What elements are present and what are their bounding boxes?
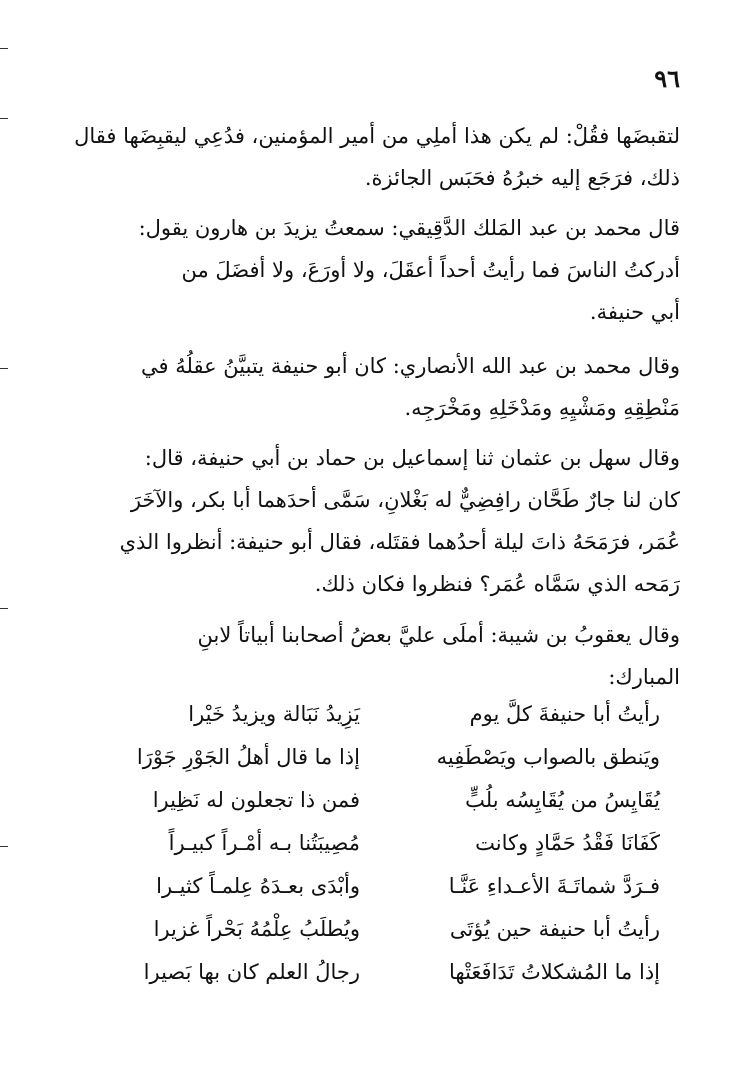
paragraph-2 (74, 207, 680, 333)
scan-margin-mark (0, 368, 8, 369)
poem-verse (100, 960, 660, 1003)
poem-verse (100, 702, 660, 745)
poem-verse (100, 788, 660, 831)
verse-second-hemistich: إذا ما قال أهلُ الجَوْرِ جَوْرَا (136, 745, 360, 769)
scan-margin-mark (0, 48, 8, 49)
verse-second-hemistich: مُصِيبَتُنا بـه أمْـراً كبيـراً (168, 831, 360, 855)
verse-first-hemistich: ويَنطق بالصواب ويَصْطَفِيه (436, 745, 660, 769)
text-line: ذلك، فرَجَع إليه خبرُهُ فحَبَس الجائزة. (364, 166, 680, 190)
text-line: كان لنا جارٌ طَحَّان رافِضِيٌّ له بَغْلانِ، سَمَّى أحدَهما أبا بكر، والآخَرَ (130, 488, 680, 512)
scan-margin-mark (0, 608, 8, 609)
poem-verse (100, 874, 660, 917)
text-line: عُمَر، فرَمَحَهُ ذاتَ ليلة أحدُهما فقتَله، فقال أبو حنيفة: أنظروا الذي (119, 530, 680, 554)
text-line: أبي حنيفة. (589, 300, 680, 324)
poem-verse (100, 745, 660, 788)
verse-first-hemistich: فـرَدَّ شماتَـةَ الأعـداءِ عَنَّـا (448, 874, 660, 898)
text-line: رَمَحه الذي سَمَّاه عُمَر؟ فنظروا فكان ذلك. (314, 572, 680, 596)
poem (100, 702, 660, 1003)
text-line: وقال سهل بن عثمان ثنا إسماعيل بن حماد بن أبي حنيفة، قال: (144, 446, 680, 470)
text-line: المبارك: (608, 665, 680, 689)
poem-verse (100, 917, 660, 960)
text-line: مَنْطِقِهِ ومَشْيِهِ ومَدْخَلِهِ ومَخْرَجِه. (404, 396, 680, 420)
verse-first-hemistich: يُقَايِسُ من يُقَايِسُه بلُبٍّ (465, 788, 660, 812)
paragraph-4 (74, 437, 680, 605)
text-line: وقال محمد بن عبد الله الأنصاري: كان أبو حنيفة يتبيَّنُ عقلُهُ في (141, 354, 680, 378)
verse-second-hemistich: وأبْدَى بعـدَهُ عِلمـاً كثيـرا (156, 874, 360, 898)
verse-second-hemistich: فمن ذا تجعلون له نَظِيرا (152, 788, 360, 812)
verse-second-hemistich: يَزِيدُ نَبَالة ويزيدُ خَيْرا (188, 702, 360, 726)
text-line: قال محمد بن عبد المَلك الدَّقِيقي: سمعتُ يزيدَ بن هارون يقول: (138, 216, 680, 240)
text-line: أدركتُ الناسَ فما رأيتُ أحداً أعقَلَ، ولا أورَعَ، ولا أفضَلَ من (181, 258, 680, 282)
scan-margin-mark (0, 846, 8, 847)
poem-verse (100, 831, 660, 874)
verse-second-hemistich: رجالُ العلم كان بها بَصيرا (143, 960, 360, 984)
text-line: لتقبضَها فقُلْ: لم يكن هذا أملِي من أمير المؤمنين، فدُعِي ليقبِضَها فقال (74, 124, 680, 148)
verse-second-hemistich: ويُطلَبُ عِلْمُهُ بَحْراً غزيرا (153, 917, 360, 941)
verse-first-hemistich: كَفَانَا فَقْدُ حَمَّادٍ وكانت (475, 831, 660, 855)
verse-first-hemistich: إذا ما المُشكلاتُ تَدَافَعَتْها (449, 960, 660, 984)
scan-margin-mark (0, 118, 8, 119)
paragraph-3 (74, 345, 680, 429)
verse-first-hemistich: رأيتُ أبا حنيفةَ كلَّ يوم (469, 702, 660, 726)
paragraph-5 (74, 614, 680, 698)
text-line: وقال يعقوبُ بن شيبة: أملَى عليَّ بعضُ أصحابنا أبياتاً لابنِ (197, 623, 680, 647)
verse-first-hemistich: رأيتُ أبا حنيفة حين يُؤتَى (449, 917, 660, 941)
paragraph-1 (74, 115, 680, 199)
page-number: ٩٦ (654, 64, 680, 93)
